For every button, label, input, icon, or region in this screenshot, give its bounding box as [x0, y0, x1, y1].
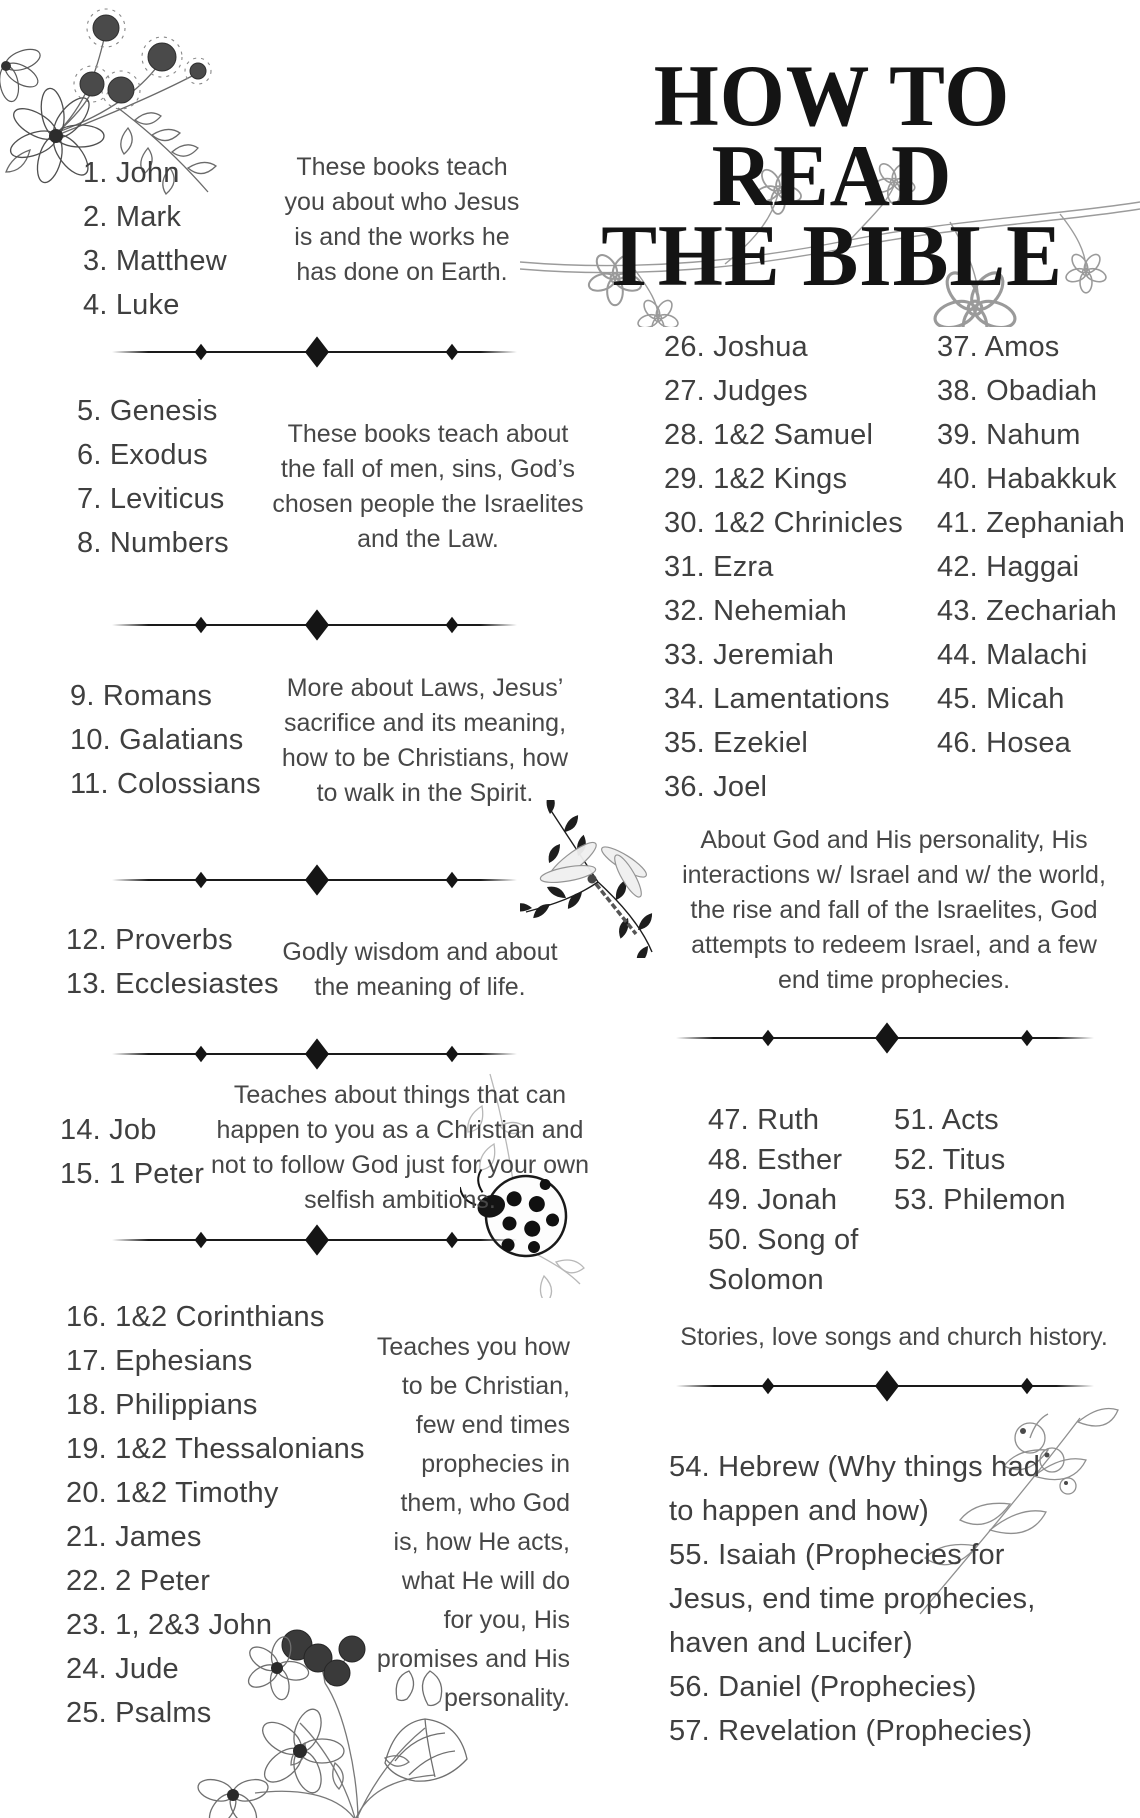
book-item: 15. 1 Peter [60, 1158, 205, 1190]
description-pauline-letters: More about Laws, Jesus’ sacrifice and its meaning, how to be Christians, how to walk in the Spirit. [281, 674, 569, 807]
book-item: 36. Joel [664, 771, 768, 803]
book-item: 44. Malachi [937, 639, 1088, 671]
description-christian-living: Teaches you how to be Christian, few end times prophecies in them, who God is, how He acts, what He will do for you, His promises and His personality. [376, 1333, 570, 1712]
book-item: 55. Isaiah (Prophecies for Jesus, end time prophecies, haven and Lucifer) [669, 1539, 1036, 1659]
book-item: 42. Haggai [937, 551, 1080, 583]
small-diamond-icon [446, 872, 459, 889]
book-item: 8. Numbers [77, 527, 229, 559]
diamond-divider [112, 867, 517, 893]
description-stories: Stories, love songs and church history. [680, 1323, 1108, 1351]
book-list-stories-col1 [708, 1100, 868, 1300]
small-diamond-icon [446, 1046, 459, 1063]
book-item: 22. 2 Peter [66, 1565, 211, 1597]
book-list-pauline-letters [70, 674, 310, 806]
book-item: 10. Galatians [70, 724, 244, 756]
large-diamond-icon [304, 1038, 328, 1069]
book-item: 37. Amos [937, 331, 1060, 363]
small-diamond-icon [762, 1378, 775, 1395]
small-diamond-icon [446, 344, 459, 361]
book-item: 48. Esther [708, 1144, 843, 1176]
book-item: 11. Colossians [70, 768, 261, 800]
book-item: 29. 1&2 Kings [664, 463, 848, 495]
book-item: 28. 1&2 Samuel [664, 419, 874, 451]
book-item: 49. Jonah [708, 1184, 838, 1216]
description-trials: Teaches about things that can happen to you as a Christian and not to follow God just for your own selfish ambitions. [211, 1081, 589, 1214]
diamond-divider [112, 612, 517, 638]
description-history: About God and His personality, His interactions w/ Israel and w/ the world, the rise and fall of the Israelites, God attempts to redeem Israel, and a few end time prophecies. [682, 826, 1106, 994]
diamond-divider [112, 1041, 517, 1067]
book-list-trials [60, 1108, 260, 1196]
book-item: 35. Ezekiel [664, 727, 809, 759]
small-diamond-icon [195, 617, 208, 634]
book-item: 32. Nehemiah [664, 595, 847, 627]
page-title-line1: HOW TO READ [653, 48, 1011, 225]
description-law: These books teach about the fall of men, sins, God’s chosen people the Israelites and the Law. [272, 420, 584, 553]
small-diamond-icon [195, 344, 208, 361]
book-item: 21. James [66, 1521, 202, 1553]
book-item: 33. Jeremiah [664, 639, 835, 671]
description-wisdom: Godly wisdom and about the meaning of life. [282, 938, 558, 1001]
book-item: 4. Luke [83, 289, 180, 321]
small-diamond-icon [762, 1030, 775, 1047]
book-item: 9. Romans [70, 680, 213, 712]
large-diamond-icon [875, 1022, 899, 1053]
book-item: 3. Matthew [83, 245, 227, 277]
book-list-stories-col2 [894, 1100, 1114, 1220]
book-item: 47. Ruth [708, 1104, 820, 1136]
small-diamond-icon [446, 1232, 459, 1249]
book-item: 43. Zechariah [937, 595, 1117, 627]
book-item: 52. Titus [894, 1144, 1006, 1176]
diamond-divider [676, 1025, 1094, 1051]
book-item: 12. Proverbs [66, 924, 233, 956]
large-diamond-icon [875, 1370, 899, 1401]
book-item: 34. Lamentations [664, 683, 890, 715]
diamond-divider [676, 1373, 1094, 1399]
small-diamond-icon [1021, 1030, 1034, 1047]
book-item: 26. Joshua [664, 331, 808, 363]
book-item: 25. Psalms [66, 1697, 212, 1729]
small-diamond-icon [195, 1046, 208, 1063]
book-item: 53. Philemon [894, 1184, 1066, 1216]
book-item: 17. Ephesians [66, 1345, 253, 1377]
small-diamond-icon [195, 1232, 208, 1249]
book-item: 5. Genesis [77, 395, 218, 427]
large-diamond-icon [304, 864, 328, 895]
book-item: 40. Habakkuk [937, 463, 1117, 495]
book-list-prophecy [669, 1445, 1049, 1753]
diamond-divider [112, 1227, 517, 1253]
book-item: 27. Judges [664, 375, 808, 407]
diamond-divider [112, 339, 517, 365]
page-title-line2: THE BIBLE [601, 208, 1063, 305]
book-item: 56. Daniel (Prophecies) [669, 1671, 977, 1703]
book-item: 1. John [83, 157, 180, 189]
book-item: 54. Hebrew (Why things had to happen and how) [669, 1451, 1041, 1527]
book-item: 38. Obadiah [937, 375, 1098, 407]
book-item: 16. 1&2 Corinthians [66, 1301, 325, 1333]
book-item: 6. Exodus [77, 439, 208, 471]
book-item: 30. 1&2 Chrinicles [664, 507, 903, 539]
book-item: 50. Song of Solomon [708, 1224, 859, 1296]
book-list-history-col2 [937, 325, 1140, 765]
small-diamond-icon [1021, 1378, 1034, 1395]
book-list-gospels [83, 151, 303, 327]
book-item: 14. Job [60, 1114, 157, 1146]
book-item: 2. Mark [83, 201, 182, 233]
book-list-law [77, 389, 297, 565]
book-item: 45. Micah [937, 683, 1065, 715]
small-diamond-icon [446, 617, 459, 634]
book-item: 51. Acts [894, 1104, 999, 1136]
large-diamond-icon [304, 336, 328, 367]
book-item: 57. Revelation (Prophecies) [669, 1715, 1033, 1747]
book-list-history-col1 [664, 325, 944, 809]
book-item: 7. Leviticus [77, 483, 225, 515]
book-item: 13. Ecclesiastes [66, 968, 279, 1000]
book-item: 24. Jude [66, 1653, 179, 1685]
page-title [547, 48, 1117, 305]
book-item: 19. 1&2 Thessalonians [66, 1433, 365, 1465]
book-item: 39. Nahum [937, 419, 1081, 451]
large-diamond-icon [304, 609, 328, 640]
large-diamond-icon [304, 1224, 328, 1255]
description-gospels: These books teach you about who Jesus is and the works he has done on Earth. [284, 153, 520, 286]
small-diamond-icon [195, 872, 208, 889]
book-item: 46. Hosea [937, 727, 1071, 759]
book-item: 18. Philippians [66, 1389, 258, 1421]
book-item: 31. Ezra [664, 551, 774, 583]
book-item: 20. 1&2 Timothy [66, 1477, 279, 1509]
book-item: 23. 1, 2&3 John [66, 1609, 273, 1641]
book-list-christian-living [66, 1295, 386, 1735]
book-item: 41. Zephaniah [937, 507, 1126, 539]
